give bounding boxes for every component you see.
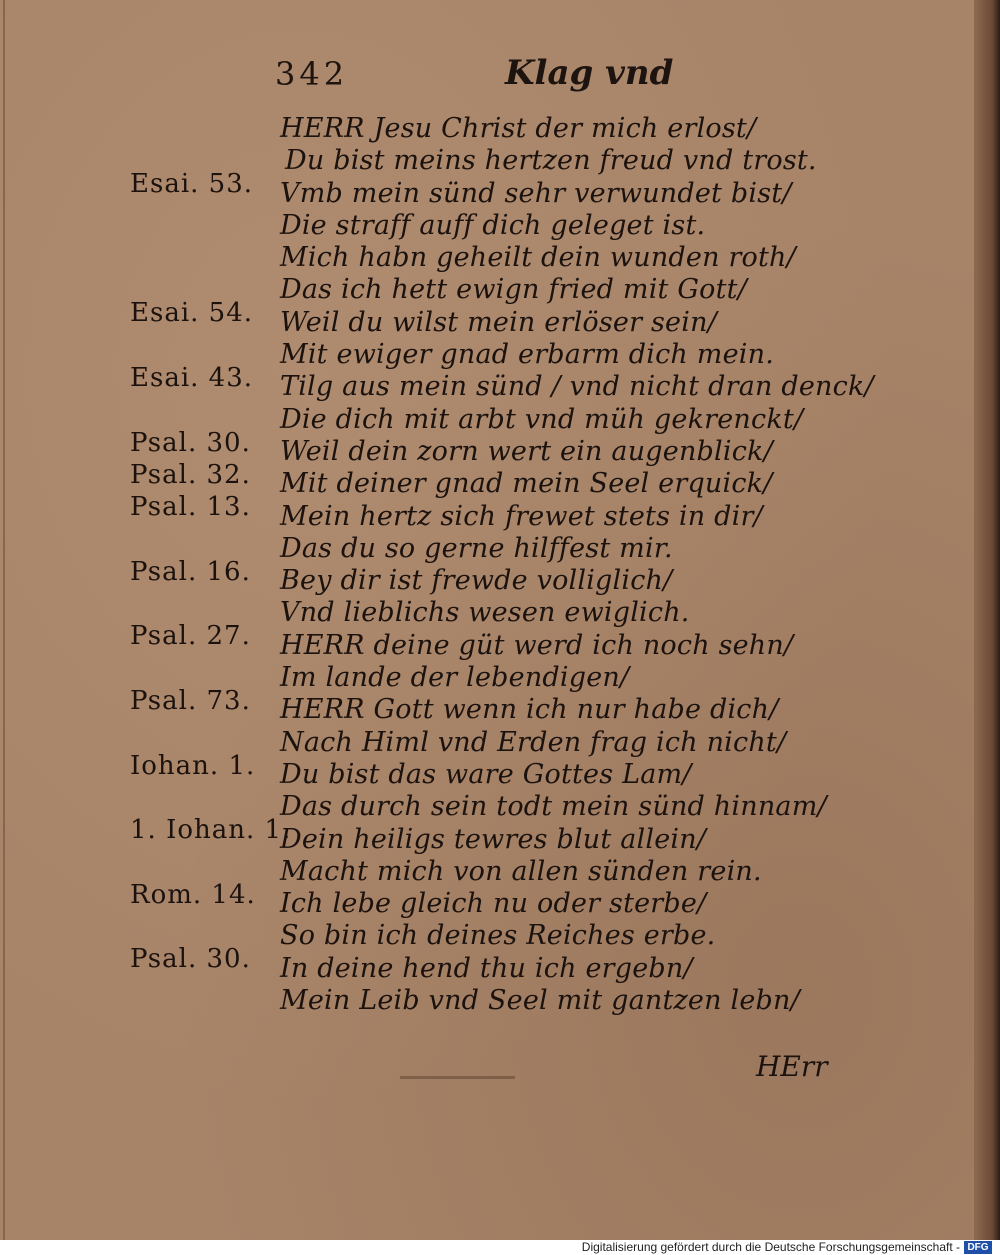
verse-text: Die dich mit arbt vnd müh gekrenckt/ (280, 403, 804, 435)
scripture-reference: Psal. 32. (130, 459, 251, 490)
scripture-reference: Psal. 30. (130, 944, 251, 975)
verse-text: So bin ich deines Reiches erbe. (280, 920, 716, 952)
verse-line (0, 242, 1000, 274)
verse-text: Die straff auff dich geleget ist. (280, 209, 706, 241)
verse-line (0, 888, 1000, 920)
page-header (0, 55, 1000, 105)
verse-line (0, 307, 1000, 339)
verse-text: Vmb mein sünd sehr verwundet bist/ (280, 177, 792, 209)
verse-text: HERR Gott wenn ich nur habe dich/ (280, 694, 779, 726)
verse-line (0, 371, 1000, 403)
verse-text: HERR deine güt werd ich noch sehn/ (280, 629, 794, 661)
verse-text: Mich habn geheilt dein wunden roth/ (280, 242, 796, 274)
verse-text: Weil du wilst mein erlöser sein/ (280, 306, 717, 338)
scripture-reference: Esai. 54. (130, 298, 254, 329)
scripture-reference: 1. Iohan. 1. (130, 815, 292, 846)
verse-text: Das durch sein todt mein sünd hinnam/ (280, 791, 827, 823)
verse-text: Du bist meins hertzen freud vnd trost. (285, 145, 817, 177)
verse-line (0, 113, 1000, 145)
scripture-reference: Iohan. 1. (130, 750, 256, 781)
verse-text: HERR Jesu Christ der mich erlost/ (280, 113, 757, 144)
verse-text: Ich lebe gleich nu oder sterbe/ (280, 888, 707, 920)
verse-line (0, 501, 1000, 533)
scripture-reference: Psal. 73. (130, 686, 251, 717)
running-title: Klag vnd (505, 53, 674, 93)
verse-line (0, 210, 1000, 242)
verse-text: In deine hend thu ich ergebn/ (280, 952, 693, 984)
verse-text: Macht mich von allen sünden rein. (280, 855, 762, 887)
ink-smudge (400, 1076, 515, 1079)
verse-line (0, 759, 1000, 791)
verse-text: Nach Himl vnd Erden frag ich nicht/ (280, 726, 787, 758)
verse-text: Bey dir ist frewde volliglich/ (280, 565, 673, 597)
scripture-reference: Psal. 30. (130, 427, 251, 458)
catchword: HErr (756, 1050, 828, 1083)
verse-line (0, 178, 1000, 210)
verse-text: Mein hertz sich frewet stets in dir/ (280, 500, 763, 532)
verse-line (0, 953, 1000, 985)
scripture-reference: Psal. 27. (130, 621, 251, 652)
scripture-reference: Psal. 13. (130, 492, 251, 523)
verse-text: Das du so gerne hilffest mir. (280, 532, 673, 564)
verse-text: Tilg aus mein sünd / vnd nicht dran denck/ (280, 371, 874, 403)
verse-line (0, 565, 1000, 597)
scripture-reference: Esai. 53. (130, 169, 254, 200)
verse-text: Mein Leib vnd Seel mit gantzen lebn/ (280, 985, 800, 1017)
verse-line (0, 694, 1000, 726)
verse-text: Im lande der lebendigen/ (280, 662, 630, 694)
verse-text: Das ich hett ewign fried mit Gott/ (280, 274, 748, 306)
verse-text: Mit deiner gnad mein Seel erquick/ (280, 468, 773, 500)
page-number: 342 (275, 55, 349, 93)
verse-text: Du bist das ware Gottes Lam/ (280, 758, 692, 790)
verse-line (0, 824, 1000, 856)
verse-line (0, 630, 1000, 662)
scripture-reference: Psal. 16. (130, 556, 251, 587)
digitization-credit: Digitalisierung gefördert durch die Deutsche Forschungsgemeinschaft - (581, 1240, 960, 1254)
verse-block (0, 113, 1000, 1017)
verse-line (0, 985, 1000, 1017)
verse-text: Weil dein zorn wert ein augenblick/ (280, 435, 773, 467)
scripture-reference: Esai. 43. (130, 363, 254, 394)
verse-text: Mit ewiger gnad erbarm dich mein. (280, 339, 774, 371)
dfg-logo: DFG (964, 1241, 992, 1254)
scripture-reference: Rom. 14. (130, 879, 256, 910)
verse-text: Dein heiligs tewres blut allein/ (280, 823, 707, 855)
verse-text: Vnd lieblichs wesen ewiglich. (280, 597, 690, 629)
